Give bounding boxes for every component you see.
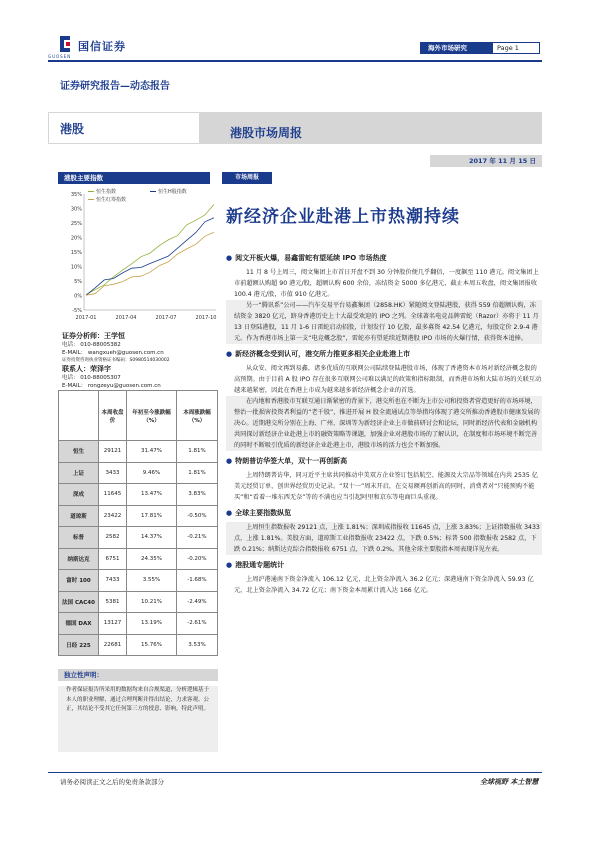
analyst-cert: 证券投资咨询执业资格证书编码：S0980514030002 — [62, 358, 170, 363]
x-tick-label: 2017-10 — [195, 315, 217, 321]
table-cell: 10.21% — [127, 591, 177, 613]
report-title: 港股市场周报 — [230, 126, 303, 140]
table-cell: -0.50% — [176, 505, 217, 527]
chart-lines — [86, 204, 214, 295]
y-tick-label: 30% — [70, 206, 82, 213]
table-row — [59, 548, 218, 570]
table-cell: 23422 — [99, 505, 127, 527]
table-cell: -0.20% — [176, 548, 217, 570]
table-row — [59, 591, 218, 613]
index-name-cell: 富时 100 — [59, 570, 99, 592]
page-number: Page 1 — [492, 42, 540, 54]
company-logo — [48, 34, 168, 62]
section-heading: ● 港股通专题统计 — [226, 559, 542, 571]
table-row — [59, 484, 218, 506]
table-cell: 15.76% — [127, 634, 177, 656]
paragraph: 从众安、阅文再到易鑫，诸多优质的互联网公司陆续登陆港股市场，体现了香港资本市场对新经济概念股的高预期。由于目前 A 股 IPO 存在很多互联网公司难以满足的政策和指标限制，而香港市场和大陆市场的关联互动越来越紧密，因此在香港上市成为越来越多新经济概念企业的首选。 — [234, 365, 542, 394]
table-cell: -0.21% — [176, 527, 217, 549]
table-cell: 3.53% — [176, 634, 217, 656]
index-name-cell: 道琼斯 — [59, 505, 99, 527]
index-name-cell: 纳斯达克 — [59, 548, 99, 570]
index-name-cell: 上证 — [59, 462, 99, 484]
table-cell: 9.46% — [127, 462, 177, 484]
contact-name: 荣泽宇 — [90, 365, 111, 373]
index-name-cell: 日经 225 — [59, 634, 99, 656]
table-cell: 11645 — [99, 484, 127, 506]
index-line-chart — [58, 186, 220, 324]
section-heading: ● 全球主要指数纵览 — [226, 507, 542, 519]
index-table — [58, 390, 218, 656]
index-name-cell: 法国 CAC40 — [59, 591, 99, 613]
table-header: 本周收盘价 — [99, 391, 127, 441]
bottom-rule — [48, 772, 542, 773]
table-row — [59, 527, 218, 549]
analyst-name: 王学恒 — [104, 332, 125, 340]
analyst-phone: 电话： 010-88005382 — [62, 342, 121, 348]
report-date: 2017 年 11 月 15 日 — [430, 155, 542, 167]
analyst-email[interactable]: E-MAIL： wangxueh@guosen.com.cn — [62, 350, 164, 356]
section-tag: 市场周报 — [222, 172, 272, 184]
y-tick-label: 25% — [70, 221, 82, 227]
table-header: 年初至今涨跌幅（%） — [127, 391, 177, 441]
x-tick-label: 2017-07 — [155, 315, 177, 321]
table-cell: 3.83% — [176, 484, 217, 506]
table-cell: 6751 — [99, 548, 127, 570]
paragraph: 11 月 8 号上周三，阅文集团上市首日开盘不到 30 分钟股价便几乎翻倍，一度飙至 110 港元。阅文集团上市前超额认购超 90 港元/股，超额认购 600 余倍，冻结资金 5000 多亿港元，截止本周五收盘，阅文集团报收 100.4 港元/股，市值 910 亿港元。 — [234, 269, 539, 298]
table-cell: 3.55% — [127, 570, 177, 592]
paragraph: 在内地和香港股市互联互通日渐紧密的背景下，港交所也在不断为上市公司和投资者营造更好的市场环境，整治一批损害投资者利益的“老千股”，推进开展 H 股全流通试点等举措均体现了港交所推动香港股市健康发展的决心。近期港交所分别在上海、广州、深圳等为新经济企业上市做前研讨会和论坛，同时新经济代表和金融机构共同探讨新经济企业赴港上市的融资策略等课题，加强企业对港股市场的了解认识，在制度和市场环境不断完善的同时不断吸引优质的新经济企业赴港上市，港股市场的活力也会不断加强。 — [226, 396, 542, 451]
series-bar — [420, 42, 540, 54]
paragraph: 上周特朗普访华，同习近平主席共同推动中美双方企业签订包括航空、能源及大宗品等领域在内共 2535 亿美元经贸订单，创世界经贸历史记录。“双十一”周末开启，在交易额再创新高的同时，消费者对“只能预购不能买”和“看着一堆东西无奈”等的不满也应当引起阿里和京东等电商巨头重视。 — [234, 472, 538, 501]
y-tick-label: 5% — [74, 279, 82, 285]
table-cell: 1.81% — [176, 441, 217, 463]
contact-phone: 电话： 010-88005307 — [62, 375, 121, 381]
legend-label: 恒生指数 — [96, 189, 117, 195]
y-tick-label: 10% — [70, 264, 82, 271]
main-body — [226, 248, 542, 596]
headline: 新经济企业赴港上市热潮持续 — [226, 207, 460, 227]
chart-heading: 港股主要指数 — [58, 172, 210, 184]
table-cell: -2.61% — [176, 613, 217, 635]
index-name-cell: 标普 — [59, 527, 99, 549]
x-tick-label: 2017-04 — [115, 315, 137, 321]
table-cell: 7433 — [99, 570, 127, 592]
legend-label: 恒生H股指数 — [158, 189, 187, 195]
table-row — [59, 441, 218, 463]
table-row — [59, 613, 218, 635]
table-cell: 14.37% — [127, 527, 177, 549]
logo-english: GUOSEN — [48, 54, 72, 59]
table-cell: 2582 — [99, 527, 127, 549]
chart-grid — [71, 192, 217, 321]
disclaimer-text: 作者保证报告所采用的数据均来自合规渠道，分析逻辑基于本人的职业理解，通过合理判断并得出结论，力求客观、公正，其结论不受其它任何第三方的授意、影响，特此声明。 — [58, 686, 218, 752]
table-cell: 1.81% — [176, 462, 217, 484]
chart-legend — [88, 188, 187, 203]
y-tick-label: 0% — [74, 293, 82, 300]
index-name-cell: 深成 — [59, 484, 99, 506]
table-header-row — [59, 391, 218, 441]
disclaimer-heading: 独立性声明： — [58, 669, 218, 681]
table-cell: 31.47% — [127, 441, 177, 463]
market-label: 港股 — [60, 122, 85, 136]
table-cell: 13.47% — [127, 484, 177, 506]
table-cell: 5381 — [99, 591, 127, 613]
x-tick-label: 2017-01 — [75, 315, 97, 321]
table-cell: -1.68% — [176, 570, 217, 592]
y-tick-label: 15% — [70, 250, 82, 256]
y-tick-label: 35% — [70, 192, 82, 198]
paragraph: 上周恒生指数报收 29121 点，上涨 1.81%；深圳成指报收 11645 点，上涨 3.83%；上证指数报收 3433 点，上涨 1.81%。美股方面，道琼斯工业指数报收 23422 点，下跌 0.5%；标普 500 指数报收 2582 点，下跌 0.21%；纳斯达克综合指数报收 6751 点，下跌 0.2%。其他全球主要股指本周表现详见左表。 — [226, 522, 542, 555]
contact-email[interactable]: E-MAIL： rongzeyu@guosen.com.cn — [62, 383, 161, 389]
report-type: 证券研究报告—动态报告 — [60, 81, 170, 92]
table-cell: 22681 — [99, 634, 127, 656]
footer-slogan: 全球视野 本土智慧 — [480, 778, 539, 786]
table-header: 本周涨跌幅（%） — [176, 391, 217, 441]
table-cell: 24.35% — [127, 548, 177, 570]
series-label: 海外市场研究 — [428, 44, 467, 52]
series-line — [86, 204, 214, 294]
table-row — [59, 570, 218, 592]
logo-mark-icon — [58, 34, 72, 54]
y-tick-label: 20% — [70, 235, 82, 242]
top-rule — [48, 60, 542, 62]
table-cell: 29121 — [99, 441, 127, 463]
table-cell: 13.19% — [127, 613, 177, 635]
section-heading: ● 阅文开板火爆，易鑫雷蛇有望延续 IPO 市场热度 — [226, 252, 542, 264]
index-name-cell: 恒生 — [59, 441, 99, 463]
table-row — [59, 462, 218, 484]
paragraph: 另一“腾讯系”公司——汽车交易平台易鑫集团（2858.HK）紧随阅文登陆港股，获得 559 倍超额认购，冻结资金 3820 亿元，跻身香港历史上十大最受欢迎的 IPO 之列。全球著名电竞品牌雷蛇（Razor）亦将于 11 月 13 日登陆港股，11 月 1-6 日雷蛇启动招股，计划发行 10 亿股，最多募资 42.54 亿港元，每股定价 2.9-4 港元。作为香港市场上第一支“电竞概念股”，雷蛇亦有望延续近期港股 IPO 市场的火爆行情，获得资本追捧。 — [226, 300, 542, 344]
contact-label: 联系人： — [62, 365, 90, 373]
y-tick-label: -5% — [72, 308, 82, 314]
table-row — [59, 505, 218, 527]
table-cell: 17.81% — [127, 505, 177, 527]
logo-name: 国信证券 — [78, 40, 126, 53]
table-header — [59, 391, 99, 441]
table-row — [59, 634, 218, 656]
table-cell: 13127 — [99, 613, 127, 635]
paragraph: 上周沪港通南下资金净流入 106.12 亿元，北上资金净流入 36.2 亿元；深港通南下资金净流入 59.93 亿元，北上资金净流入 34.72 亿元；南下资金本周累计流入达 166 亿元。 — [234, 576, 534, 594]
section-heading: ● 新经济概念受到认可，港交所力推更多相关企业赴港上市 — [226, 348, 542, 360]
table-cell: -2.49% — [176, 591, 217, 613]
section-heading: ● 特朗普访华签大单，双十一再创新高 — [226, 455, 542, 467]
legend-label: 恒生红筹指数 — [96, 197, 127, 203]
footer-disclaimer: 请务必阅读正文之后的免责条款部分 — [60, 778, 164, 786]
analyst-label: 证券分析师： — [62, 332, 104, 340]
index-name-cell: 德国 DAX — [59, 613, 99, 635]
table-cell: 3433 — [99, 462, 127, 484]
analyst-block — [62, 332, 218, 390]
